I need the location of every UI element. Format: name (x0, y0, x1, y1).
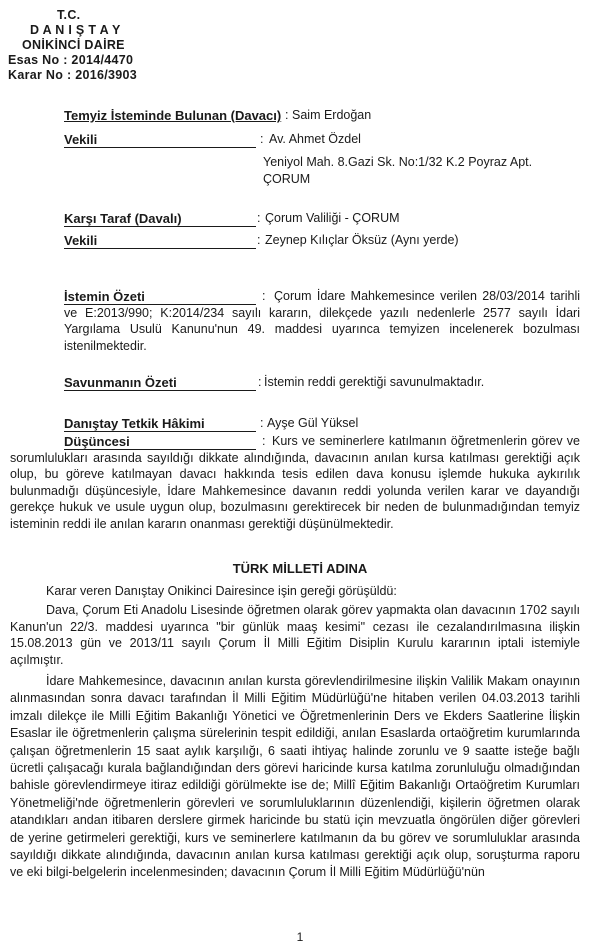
dusuncesi-label: Düşüncesi (64, 434, 256, 450)
body-paragraph-3: İdare Mahkemesince, davacının anılan kursta görevlendirilmesine ilişkin Valilik Makam onayının alınmasından sonra davacı tarafından İl Milli Eğitim Müdürlüğü'ne hitaben verilen 04.03.2013 tarihli imzalı dilekçe ile Milli Eğitim Bakanlığı Yönetici ve Öğretmenlerinin Ders ve Ekders Saatlerine İlişkin Esaslar ile öğretmenlerin çalışma sürelerinin tespit edildiği, anılan Esaslarda ortaöğretim kurumlarında çalışan öğretmenlerin 15 saat aylık karşılığı, 6 saati ihtiyaç halinde zorunlu ve 9 saatte isteğe bağlı ücretli çalışacağı kurala bağlandığından ders görevi haricinde kursa katılma zorunluluğu olmadığından bahisle görevlendirmeye itiraz edildiği görülmekte ise de; Millî Eğitim Bakanlığı Ortaöğretim Kurumları Yönetmeliği'nde öğretmenlerin görevleri ve sorumluluklarının düzenlendiği, kişilerin öğretmen olarak atandıkları andan itibaren derslere girmek haricinde bu statü için mevzuatla öngörülen diğer görevleri de yerine getirmeleri gerektiği, kurs ve seminerlere katılmanın da bu görev ve sorumluluklar arasında sayıldığı dikkate alındığında, davacının anılan kursa katılması gerektiği açık olup, soruşturma raporu ve eki bilgi-belgelerin incelenmesinden; davacının Çorum İl Milli Eğitim Müdürlüğü'nün (10, 674, 580, 880)
vekili2-value: Zeynep Kılıçlar Öksüz (Aynı yerde) (265, 233, 459, 247)
page-number: 1 (296, 930, 304, 944)
tetkik-hakimi-value: Ayşe Gül Yüksel (267, 416, 359, 430)
istem-ozeti-text: Çorum İdare Mahkemesince verilen 28/03/2014 tarihli ve E:2013/990; K:2014/234 sayılı kararın, dilekçede yazılı nedenlerle 2577 sayılı İdari Yargılama Usulü Kanunu'nun 49. maddesi uyarınca temyizen incelenerek bozulması istenilmektedir. (64, 289, 580, 353)
savunma-ozeti-label: Savunmanın Özeti (64, 375, 256, 391)
vekili2-label: Vekili (64, 233, 256, 249)
vekili1-address-line2: ÇORUM (263, 172, 311, 186)
vekili1-address-line1: Yeniyol Mah. 8.Gazi Sk. No:1/32 K.2 Poyraz Apt. (263, 155, 533, 169)
header-esas-no: Esas No : 2014/4470 (8, 53, 134, 67)
karsi-taraf-colon: : (257, 211, 261, 225)
istem-colon: : (262, 289, 266, 303)
vekili2-colon: : (257, 233, 261, 247)
dusuncesi-colon: : (262, 434, 266, 448)
dusuncesi-text: Kurs ve seminerlere katılmanın öğretmenlerin görev ve sorumlulukları arasında sayıldığı dikkate alındığında, davacının anılan kursa katılması gerektiği açık olup, bu göreve katılmayan davacı hakkında tesis edilen dava konusu işlemde hukuka aykırılık bulunmadığı düşüncesiyle, İdare Mahkemesince davanın reddi yolunda verilen karar ve dayandığı gerekçe hukuk ve usule uygun olup, bozulmasını gerektirecek bir neden de bulunmadığından temyiz isteminin reddi ile anılan kararın onanması gerektiği düşünülmektedir. (10, 434, 580, 531)
tetkik-hakimi-label: Danıştay Tetkik Hâkimi (64, 416, 256, 432)
decision-title: TÜRK MİLLETİ ADINA (232, 561, 368, 576)
karsi-taraf-value: Çorum Valiliği - ÇORUM (265, 211, 400, 225)
savunma-colon: : (258, 375, 262, 389)
body-paragraph-1: Karar veren Danıştay Onikinci Dairesince işin gereği görüşüldü: (46, 584, 397, 598)
header-daire: ONİKİNCİ DAİRE (22, 38, 125, 52)
header-tc: T.C. (57, 8, 81, 22)
header-karar-no: Karar No : 2016/3903 (8, 68, 137, 82)
vekili1-value: Av. Ahmet Özdel (269, 132, 361, 146)
temyiz-label: Temyiz İsteminde Bulunan (Davacı) (64, 108, 282, 123)
header-danistay: D A N I Ş T A Y (30, 23, 121, 37)
istem-ozeti-label: İstemin Özeti (64, 289, 256, 305)
body-paragraph-2: Dava, Çorum Eti Anadolu Lisesinde öğretmen olarak görev yapmakta olan davacının 1702 sayılı Kanun'un 22/3. maddesi uyarınca "bir günlük maaş kesimi" cezası ile cezalandırılmasına ilişkin 15.08.2013 gün ve 2013/11 sayılı Çorum İl Milli Eğitim Disiplin Kurulu kararının iptali istemiyle açılmıştır. (10, 603, 580, 667)
temyiz-colon: : (285, 108, 289, 122)
savunma-ozeti-text: İstemin reddi gerektiği savunulmaktadır. (264, 375, 485, 389)
karsi-taraf-label: Karşı Taraf (Davalı) (64, 211, 256, 227)
tetkik-colon: : (260, 416, 264, 430)
temyiz-value: Saim Erdoğan (292, 108, 372, 122)
vekili1-colon: : (260, 132, 264, 146)
vekili1-label: Vekili (64, 132, 256, 148)
